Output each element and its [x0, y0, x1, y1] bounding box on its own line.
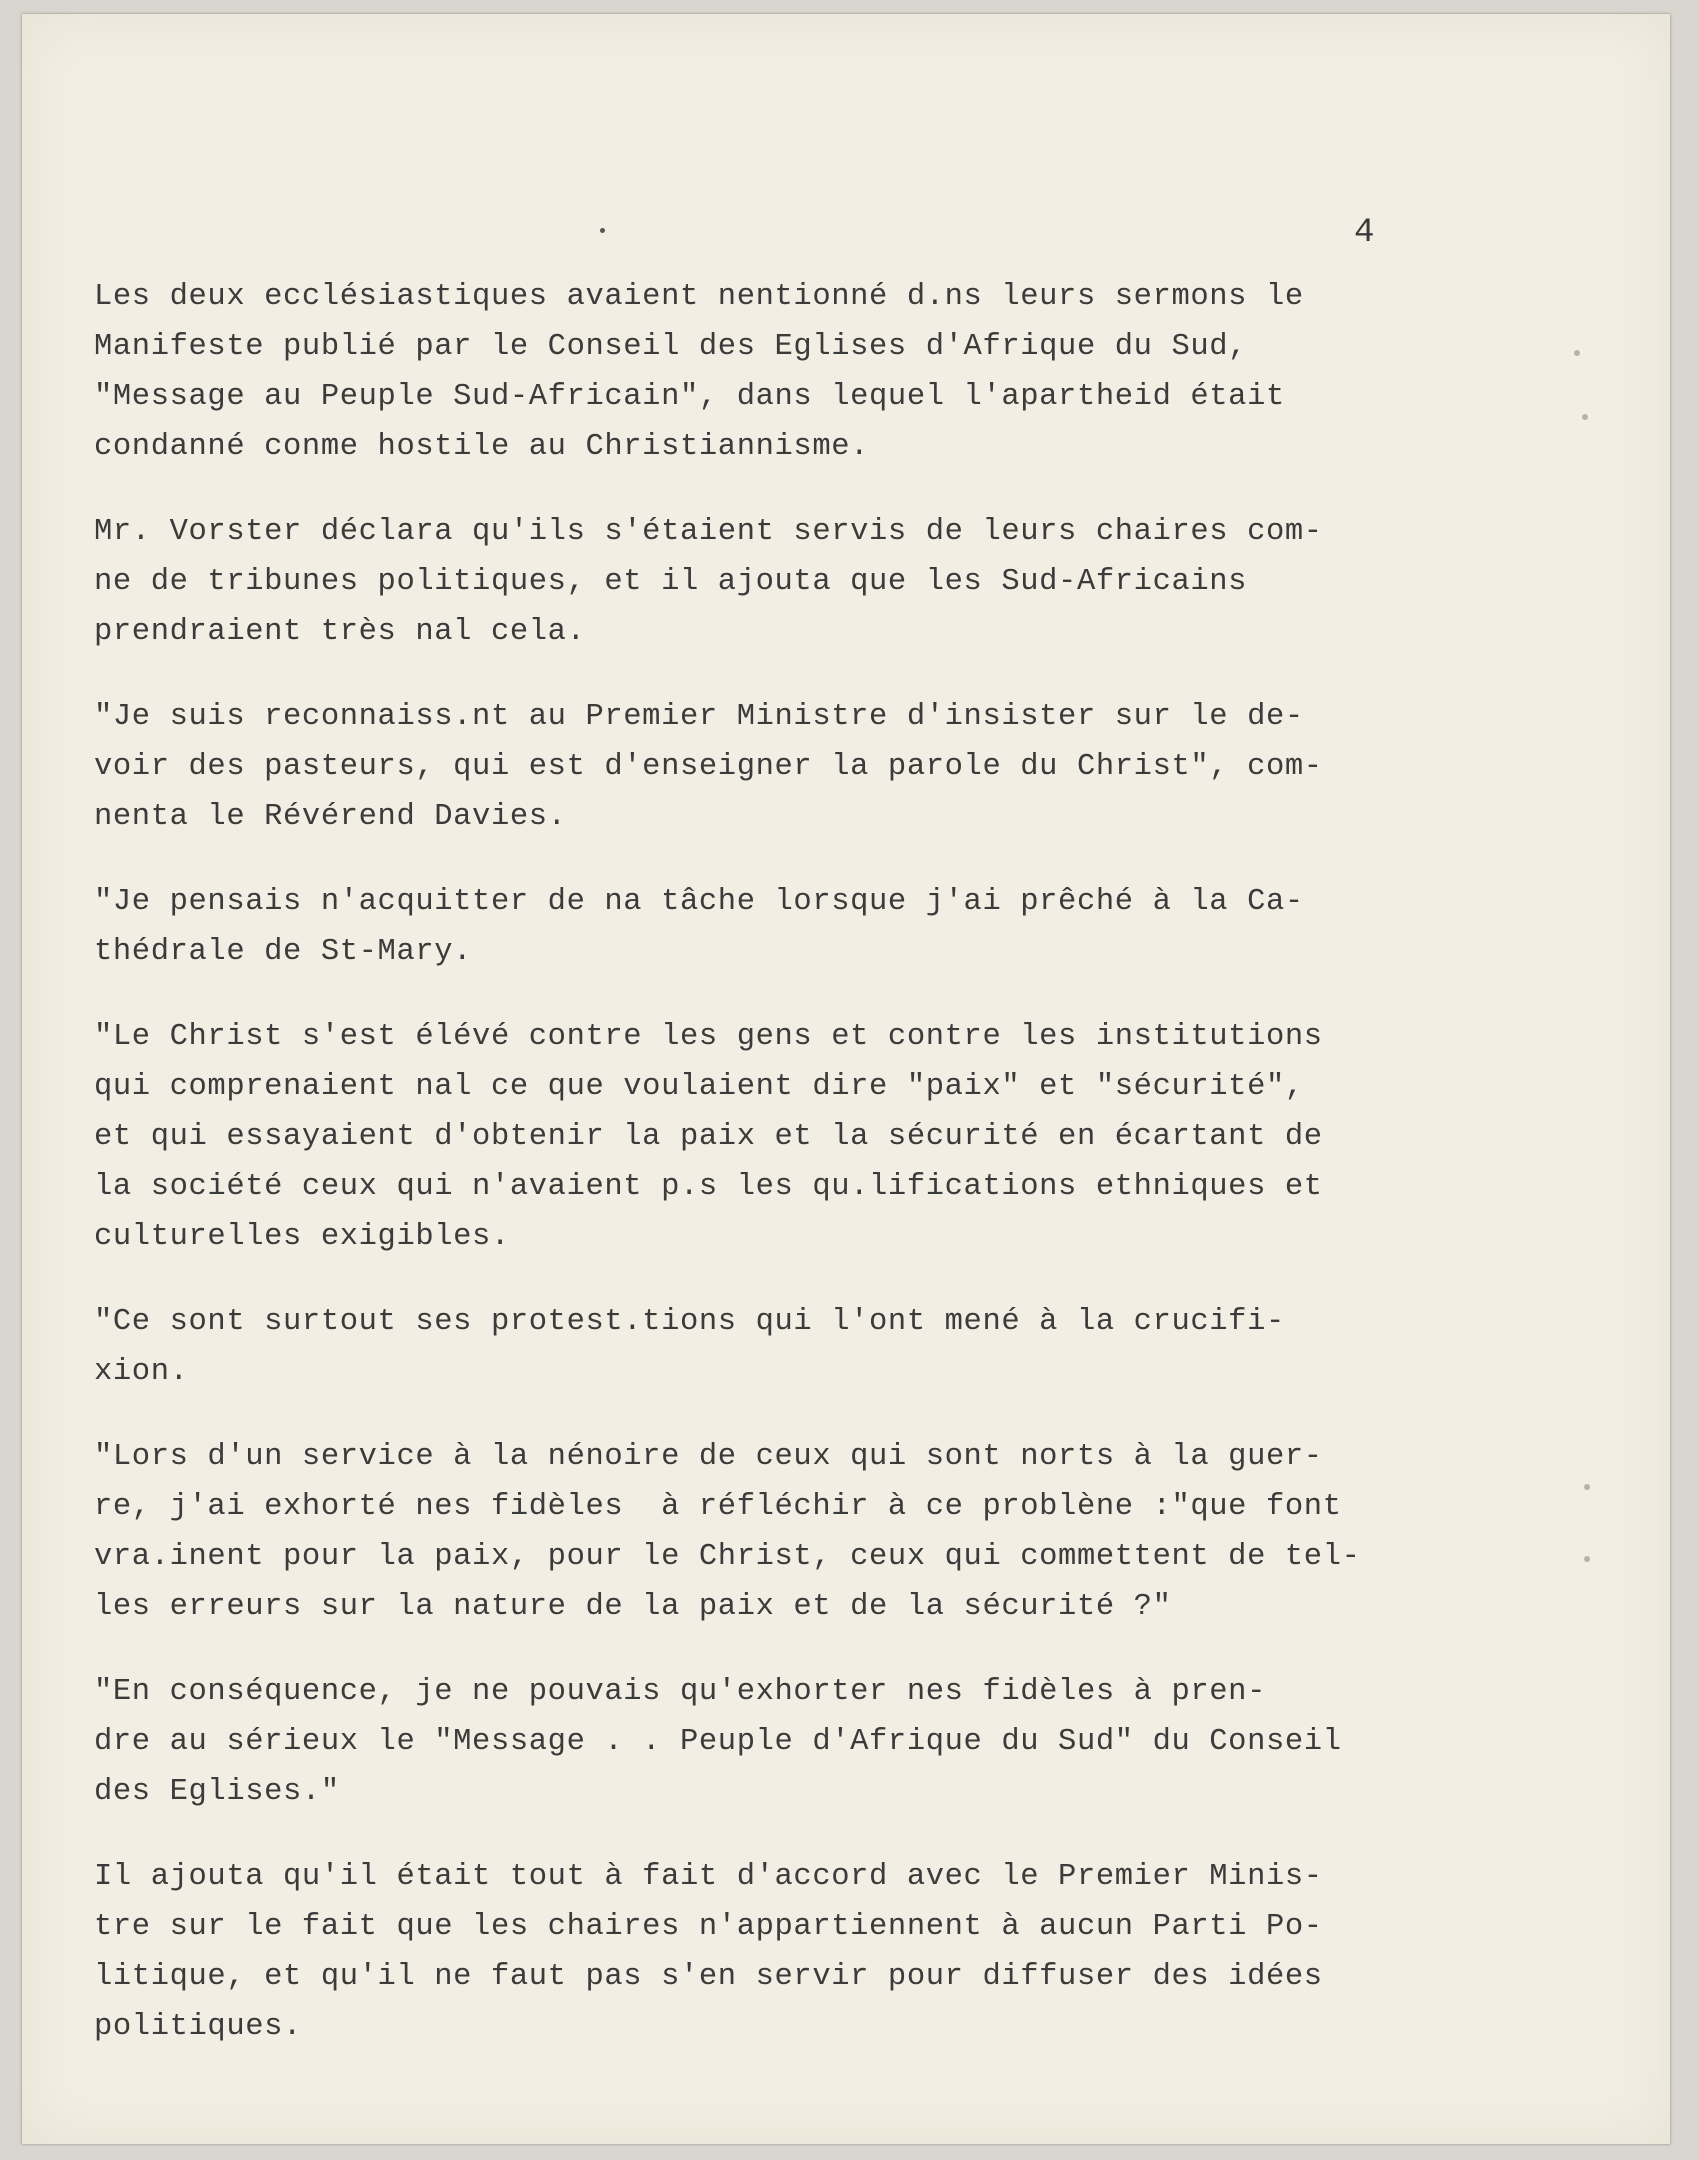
- paper-speck: [1582, 414, 1588, 420]
- paragraph: [94, 1012, 1474, 1262]
- paragraph: [94, 1297, 1474, 1397]
- paper-speck: [1584, 1484, 1590, 1490]
- text-line: des Eglises.": [94, 1775, 340, 1809]
- text-line: qui comprenaient nal ce que voulaient dire "paix" et "sécurité",: [94, 1070, 1304, 1104]
- typed-page: [22, 14, 1670, 2144]
- text-line: la société ceux qui n'avaient p.s les qu.lifications ethniques et: [94, 1170, 1323, 1204]
- document-body: [94, 272, 1474, 2087]
- paragraph: [94, 1432, 1474, 1632]
- text-line: litique, et qu'il ne faut pas s'en servir pour diffuser des idées: [94, 1960, 1323, 1994]
- text-line: xion.: [94, 1355, 189, 1389]
- text-line: politiques.: [94, 2010, 302, 2044]
- text-line: thédrale de St-Mary.: [94, 935, 473, 969]
- typed-dot: [600, 228, 605, 233]
- text-line: "Message au Peuple Sud-Africain", dans lequel l'apartheid était: [94, 380, 1285, 414]
- text-line: condanné conme hostile au Christiannisme.: [94, 430, 870, 464]
- paper-speck: [1584, 1556, 1590, 1562]
- text-line: tre sur le fait que les chaires n'appartiennent à aucun Parti Po-: [94, 1910, 1323, 1944]
- text-line: "Je suis reconnaiss.nt au Premier Ministre d'insister sur le de-: [94, 700, 1304, 734]
- text-line: prendraient très nal cela.: [94, 615, 586, 649]
- text-line: voir des pasteurs, qui est d'enseigner la parole du Christ", com-: [94, 750, 1323, 784]
- paragraph: [94, 272, 1474, 472]
- paragraph: [94, 877, 1474, 977]
- text-line: nenta le Révérend Davies.: [94, 800, 567, 834]
- text-line: Les deux ecclésiastiques avaient nentionné d.ns leurs sermons le: [94, 280, 1304, 314]
- paper-speck: [1574, 350, 1580, 356]
- text-line: "Le Christ s'est élévé contre les gens et contre les institutions: [94, 1020, 1323, 1054]
- text-line: "Je pensais n'acquitter de na tâche lorsque j'ai prêché à la Ca-: [94, 885, 1304, 919]
- paragraph: [94, 1667, 1474, 1817]
- text-line: culturelles exigibles.: [94, 1220, 510, 1254]
- text-line: ne de tribunes politiques, et il ajouta que les Sud-Africains: [94, 565, 1248, 599]
- page-number: 4: [1354, 214, 1375, 252]
- text-line: et qui essayaient d'obtenir la paix et la sécurité en écartant de: [94, 1120, 1323, 1154]
- text-line: les erreurs sur la nature de la paix et de la sécurité ?": [94, 1590, 1172, 1624]
- text-line: Mr. Vorster déclara qu'ils s'étaient servis de leurs chaires com-: [94, 515, 1323, 549]
- text-line: Manifeste publié par le Conseil des Eglises d'Afrique du Sud,: [94, 330, 1248, 364]
- text-line: dre au sérieux le "Message . . Peuple d'Afrique du Sud" du Conseil: [94, 1725, 1342, 1759]
- text-line: re, j'ai exhorté nes fidèles à réfléchir à ce problène :"que font: [94, 1490, 1342, 1524]
- text-line: "Lors d'un service à la nénoire de ceux qui sont norts à la guer-: [94, 1440, 1323, 1474]
- text-line: vra.inent pour la paix, pour le Christ, ceux qui commettent de tel-: [94, 1540, 1361, 1574]
- text-line: Il ajouta qu'il était tout à fait d'accord avec le Premier Minis-: [94, 1860, 1323, 1894]
- paragraph: [94, 692, 1474, 842]
- paragraph: [94, 1852, 1474, 2052]
- paragraph: [94, 507, 1474, 657]
- text-line: "Ce sont surtout ses protest.tions qui l'ont mené à la crucifi-: [94, 1305, 1285, 1339]
- text-line: "En conséquence, je ne pouvais qu'exhorter nes fidèles à pren-: [94, 1675, 1266, 1709]
